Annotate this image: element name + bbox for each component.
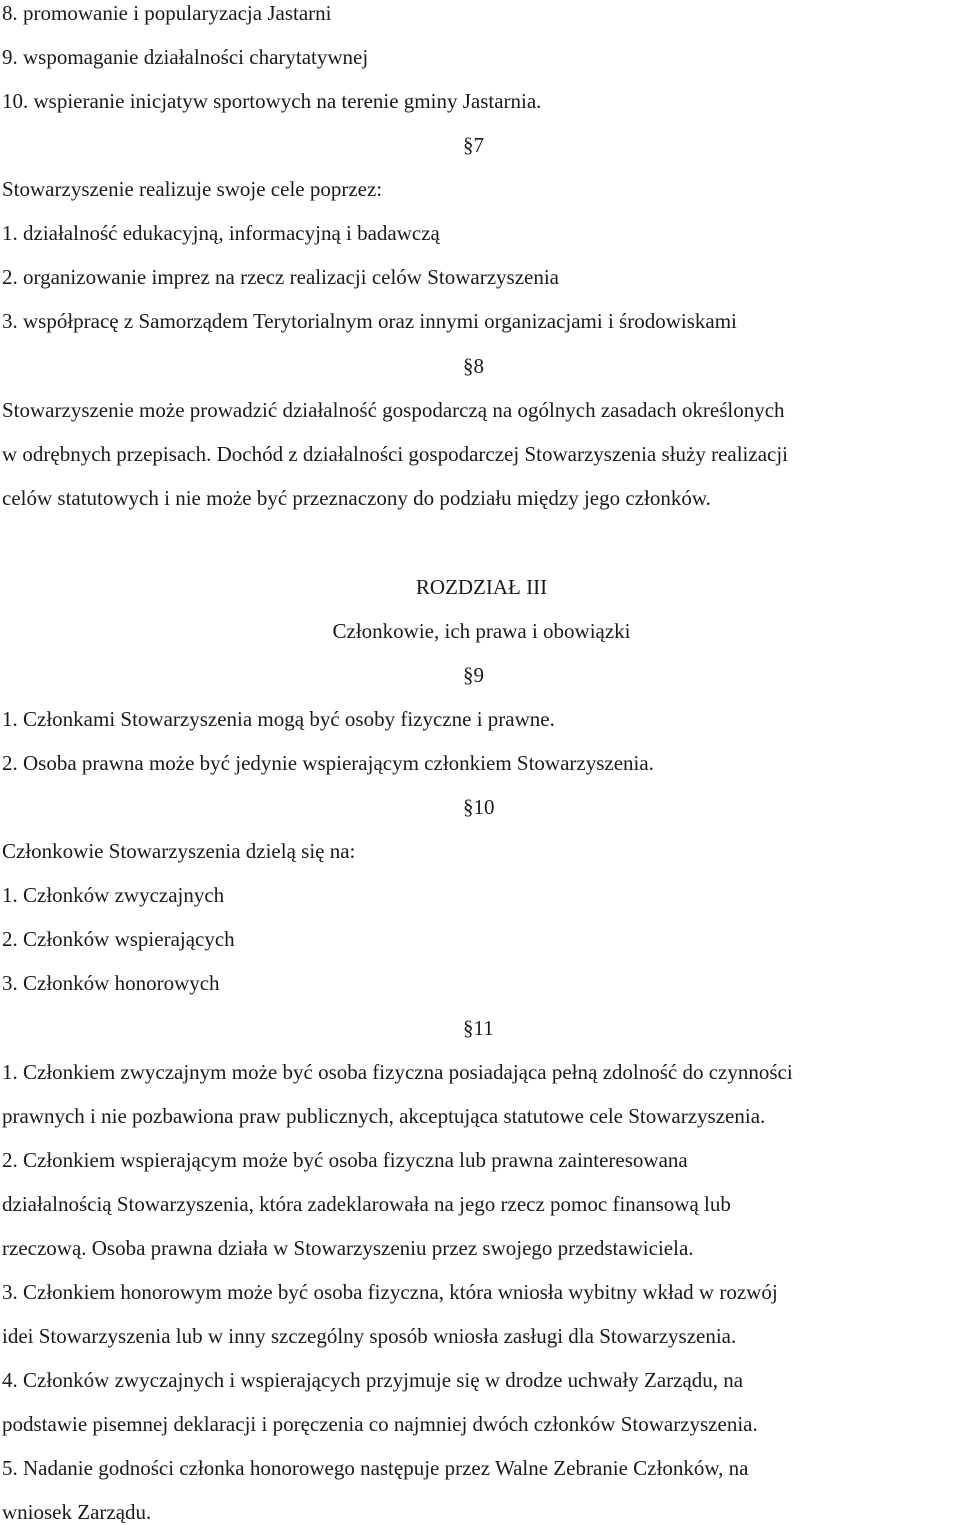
paragraph-line: Członkowie Stowarzyszenia dzielą się na:	[2, 839, 356, 863]
paragraph-line: Stowarzyszenie może prowadzić działalność gospodarczą na ogólnych zasadach określonych	[2, 398, 785, 422]
paragraph-line: prawnych i nie pozbawiona praw publicznych, akceptująca statutowe cele Stowarzyszenia.	[2, 1104, 766, 1128]
list-item: 10. wspieranie inicjatyw sportowych na terenie gminy Jastarnia.	[2, 89, 542, 113]
list-item: 3. Członków honorowych	[2, 971, 220, 995]
list-item: 2. Członkiem wspierającym może być osoba fizyczna lub prawna zainteresowana	[2, 1148, 688, 1172]
section-heading-9: §9	[463, 663, 484, 687]
list-item: 9. wspomaganie działalności charytatywnej	[2, 45, 369, 69]
list-item: 1. Członków zwyczajnych	[2, 883, 225, 907]
chapter-title: ROZDZIAŁ III	[415, 575, 548, 599]
list-item: 2. Osoba prawna może być jedynie wspierającym członkiem Stowarzyszenia.	[2, 751, 654, 775]
list-item: 4. Członków zwyczajnych i wspierających przyjmuje się w drodze uchwały Zarządu, na	[2, 1368, 744, 1392]
paragraph-line: w odrębnych przepisach. Dochód z działalności gospodarczej Stowarzyszenia służy realizacji	[2, 442, 789, 466]
paragraph-line: celów statutowych i nie może być przeznaczony do podziału między jego członków.	[2, 486, 711, 510]
paragraph-line: rzeczową. Osoba prawna działa w Stowarzyszeniu przez swojego przedstawiciela.	[2, 1236, 694, 1260]
list-item: 5. Nadanie godności członka honorowego następuje przez Walne Zebranie Członków, na	[2, 1456, 749, 1480]
list-item: 3. Członkiem honorowym może być osoba fizyczna, która wniosła wybitny wkład w rozwój	[2, 1280, 778, 1304]
section-heading-8: §8	[463, 354, 484, 378]
paragraph-line: wniosek Zarządu.	[2, 1500, 152, 1524]
paragraph-line: Stowarzyszenie realizuje swoje cele poprzez:	[2, 177, 383, 201]
list-item: 1. działalność edukacyjną, informacyjną i badawczą	[2, 221, 440, 245]
list-item: 1. Członkiem zwyczajnym może być osoba fizyczna posiadająca pełną zdolność do czynności	[2, 1060, 793, 1084]
list-item: 2. Członków wspierających	[2, 927, 235, 951]
list-item: 8. promowanie i popularyzacja Jastarni	[2, 1, 332, 25]
chapter-subtitle: Członkowie, ich prawa i obowiązki	[332, 619, 631, 643]
section-heading-7: §7	[463, 133, 484, 157]
list-item: 2. organizowanie imprez na rzecz realizacji celów Stowarzyszenia	[2, 265, 559, 289]
paragraph-line: działalnością Stowarzyszenia, która zadeklarowała na jego rzecz pomoc finansową lub	[2, 1192, 731, 1216]
list-item: 1. Członkami Stowarzyszenia mogą być osoby fizyczne i prawne.	[2, 707, 555, 731]
section-heading-11: §11	[463, 1016, 494, 1040]
paragraph-line: podstawie pisemnej deklaracji i poręczenia co najmniej dwóch członków Stowarzyszenia.	[2, 1412, 758, 1436]
list-item: 3. współpracę z Samorządem Terytorialnym oraz innymi organizacjami i środowiskami	[2, 309, 737, 333]
paragraph-line: idei Stowarzyszenia lub w inny szczególny sposób wniosła zasługi dla Stowarzyszenia.	[2, 1324, 737, 1348]
section-heading-10: §10	[463, 795, 495, 819]
